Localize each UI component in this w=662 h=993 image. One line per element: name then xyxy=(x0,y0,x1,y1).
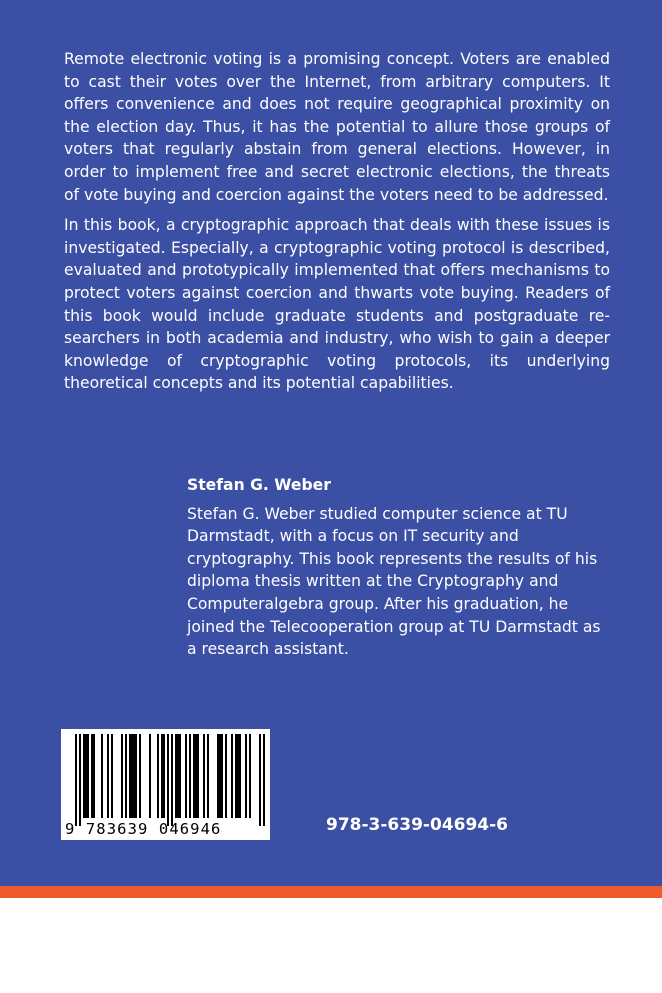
barcode-bar xyxy=(177,734,179,818)
barcode-bar xyxy=(197,734,199,818)
barcode-bar xyxy=(231,734,233,818)
barcode-bar xyxy=(235,734,237,818)
barcode-bar xyxy=(107,734,109,818)
barcode-bar xyxy=(101,734,103,818)
barcode-bar xyxy=(207,734,209,818)
barcode xyxy=(61,729,270,840)
author-section xyxy=(187,474,607,661)
barcode-bar xyxy=(189,734,191,818)
blurb-paragraph-1: Remote electronic voting is a promising concept. Voters are enabled to cast their votes over the Internet, from arbitrary computers. It offers convenience and does not require geographical proximity on the election day. Thus, it has the potential to allure those groups of voters that regularly abstain from general elections. However, in order to implement free and secret electronic elections, the threats of vote buying and coercion against the voters need to be addressed. xyxy=(64,50,610,204)
author-bio: Stefan G. Weber studied computer science at TU Darmstadt, with a focus on IT security and cryptography. This book represents the results of his diploma thesis written at the Cryptography and Computeralgebra group. After his graduation, he joined the Telecooperation group at TU Darmstadt as a research assistant. xyxy=(187,504,601,659)
book-blurb xyxy=(64,48,610,403)
barcode-bar xyxy=(139,734,141,818)
barcode-bar xyxy=(133,734,135,818)
barcode-bar xyxy=(171,734,173,826)
orange-strip xyxy=(0,886,662,898)
barcode-bar xyxy=(175,734,177,818)
barcode-bar xyxy=(111,734,113,818)
blurb-paragraph-2: In this book, a cryptographic approach that deals with these issues is investigated. Especially, a cryptographic voting protocol is described, evaluated and prototypically implemented that offers mechanisms to protect voters against coercion and thwarts vote buying. Readers of this book would include graduate students and postgraduate re- searchers in both academia and industry, who wish to gain a deeper knowledge of cryptographic voting protocols, its underlying theoretical concepts and its potential capabilities. xyxy=(64,216,610,393)
barcode-bar xyxy=(93,734,95,818)
barcode-bar xyxy=(129,734,131,818)
barcode-bar xyxy=(85,734,87,818)
barcode-bar xyxy=(217,734,219,818)
barcode-bar xyxy=(135,734,137,818)
barcode-bar xyxy=(195,734,197,818)
barcode-bar xyxy=(167,734,169,826)
barcode-bar xyxy=(249,734,251,818)
barcode-bar xyxy=(203,734,205,818)
barcode-bar xyxy=(193,734,195,818)
barcode-bar xyxy=(161,734,163,818)
barcode-bar xyxy=(75,734,77,826)
barcode-bar xyxy=(79,734,81,826)
barcode-bar xyxy=(185,734,187,818)
barcode-bar xyxy=(149,734,151,818)
barcode-bar xyxy=(221,734,223,818)
barcode-bar xyxy=(157,734,159,818)
barcode-digits: 9 783639 046946 xyxy=(65,820,222,838)
barcode-bar xyxy=(163,734,165,818)
barcode-bar xyxy=(131,734,133,818)
barcode-bar xyxy=(179,734,181,818)
barcode-bar xyxy=(259,734,261,826)
author-name: Stefan G. Weber xyxy=(187,476,331,494)
barcode-bar xyxy=(125,734,127,818)
barcode-bar xyxy=(121,734,123,818)
isbn-number: 978-3-639-04694-6 xyxy=(326,815,508,835)
barcode-bar xyxy=(263,734,265,826)
barcode-bar xyxy=(225,734,227,818)
barcode-bar xyxy=(245,734,247,818)
barcode-bar xyxy=(87,734,89,818)
barcode-bar xyxy=(239,734,241,818)
barcode-bar xyxy=(219,734,221,818)
barcode-bar xyxy=(91,734,93,818)
barcode-bar xyxy=(83,734,85,818)
barcode-bar xyxy=(237,734,239,818)
